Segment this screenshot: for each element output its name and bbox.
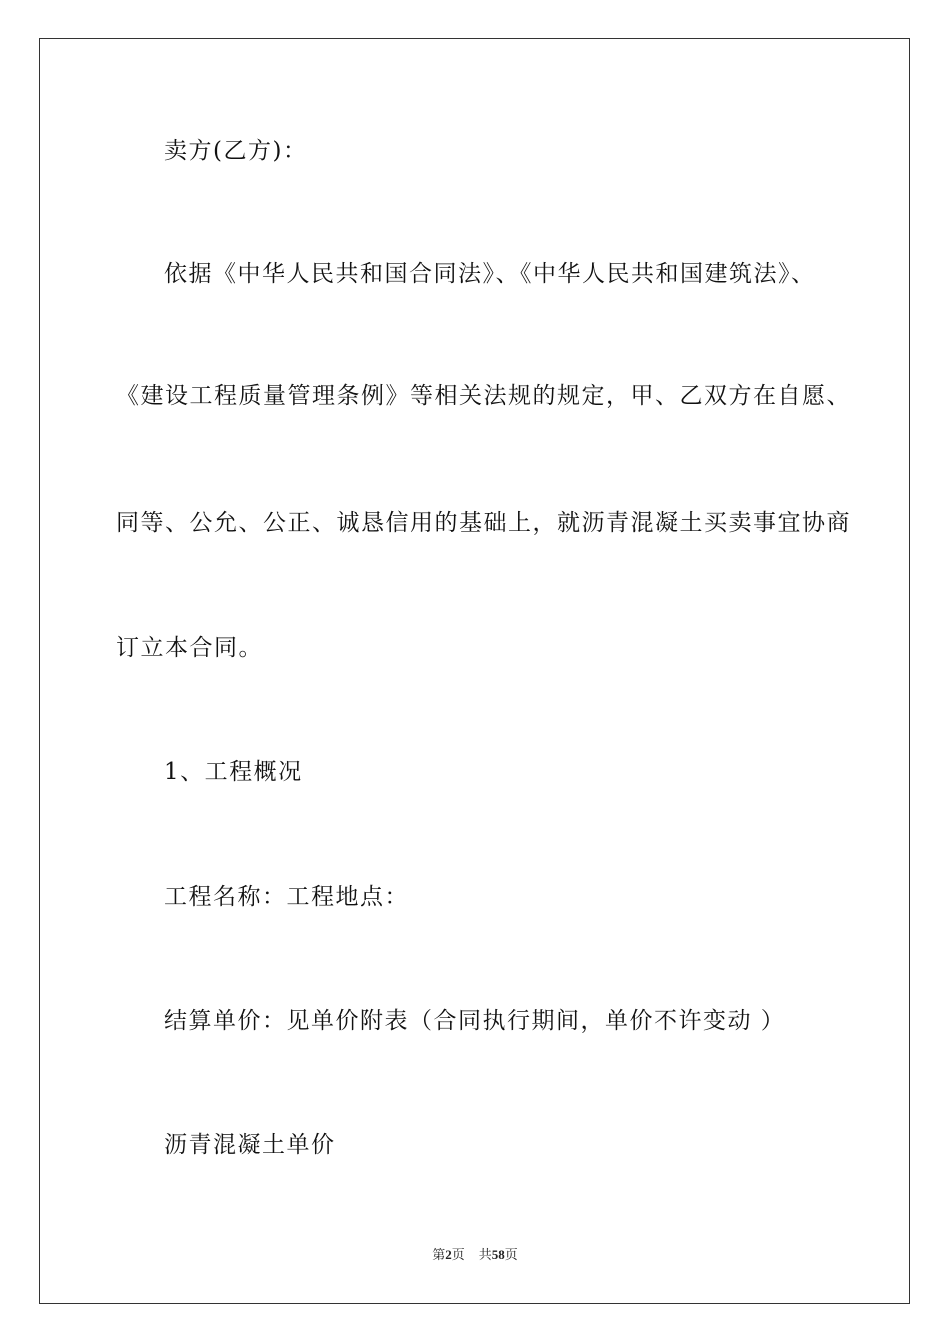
paragraph-basis-line-4: 订立本合同。: [116, 635, 263, 661]
page-footer: [0, 1246, 950, 1264]
paragraph-basis-line-2: 《建设工程质量管理条例》等相关法规的规定，甲、乙双方在自愿、: [116, 383, 851, 409]
page-suffix: 页: [451, 1247, 465, 1262]
paragraph-basis-line-1: 依据《中华人民共和国合同法》、《中华人民共和国建筑法》、: [164, 261, 816, 287]
page-number: 2: [445, 1247, 452, 1262]
paragraph-settlement-price: 结算单价：见单价附表（合同执行期间，单价不许变动 ）: [164, 1008, 786, 1034]
total-pages: 58: [491, 1247, 505, 1262]
section-heading-project-overview: 1、工程概况: [164, 759, 303, 785]
page-border: [39, 38, 910, 1304]
paragraph-project-name-location: 工程名称：工程地点：: [164, 884, 409, 910]
paragraph-seller: 卖方(乙方)：: [164, 138, 308, 164]
paragraph-asphalt-unit-price: 沥青混凝土单价: [164, 1132, 336, 1158]
paragraph-basis-line-3: 同等、公允、公正、诚恳信用的基础上，就沥青混凝土买卖事宜协商: [116, 510, 851, 536]
total-prefix: 共: [478, 1247, 492, 1262]
total-suffix: 页: [504, 1247, 518, 1262]
page-prefix: 第: [432, 1247, 446, 1262]
